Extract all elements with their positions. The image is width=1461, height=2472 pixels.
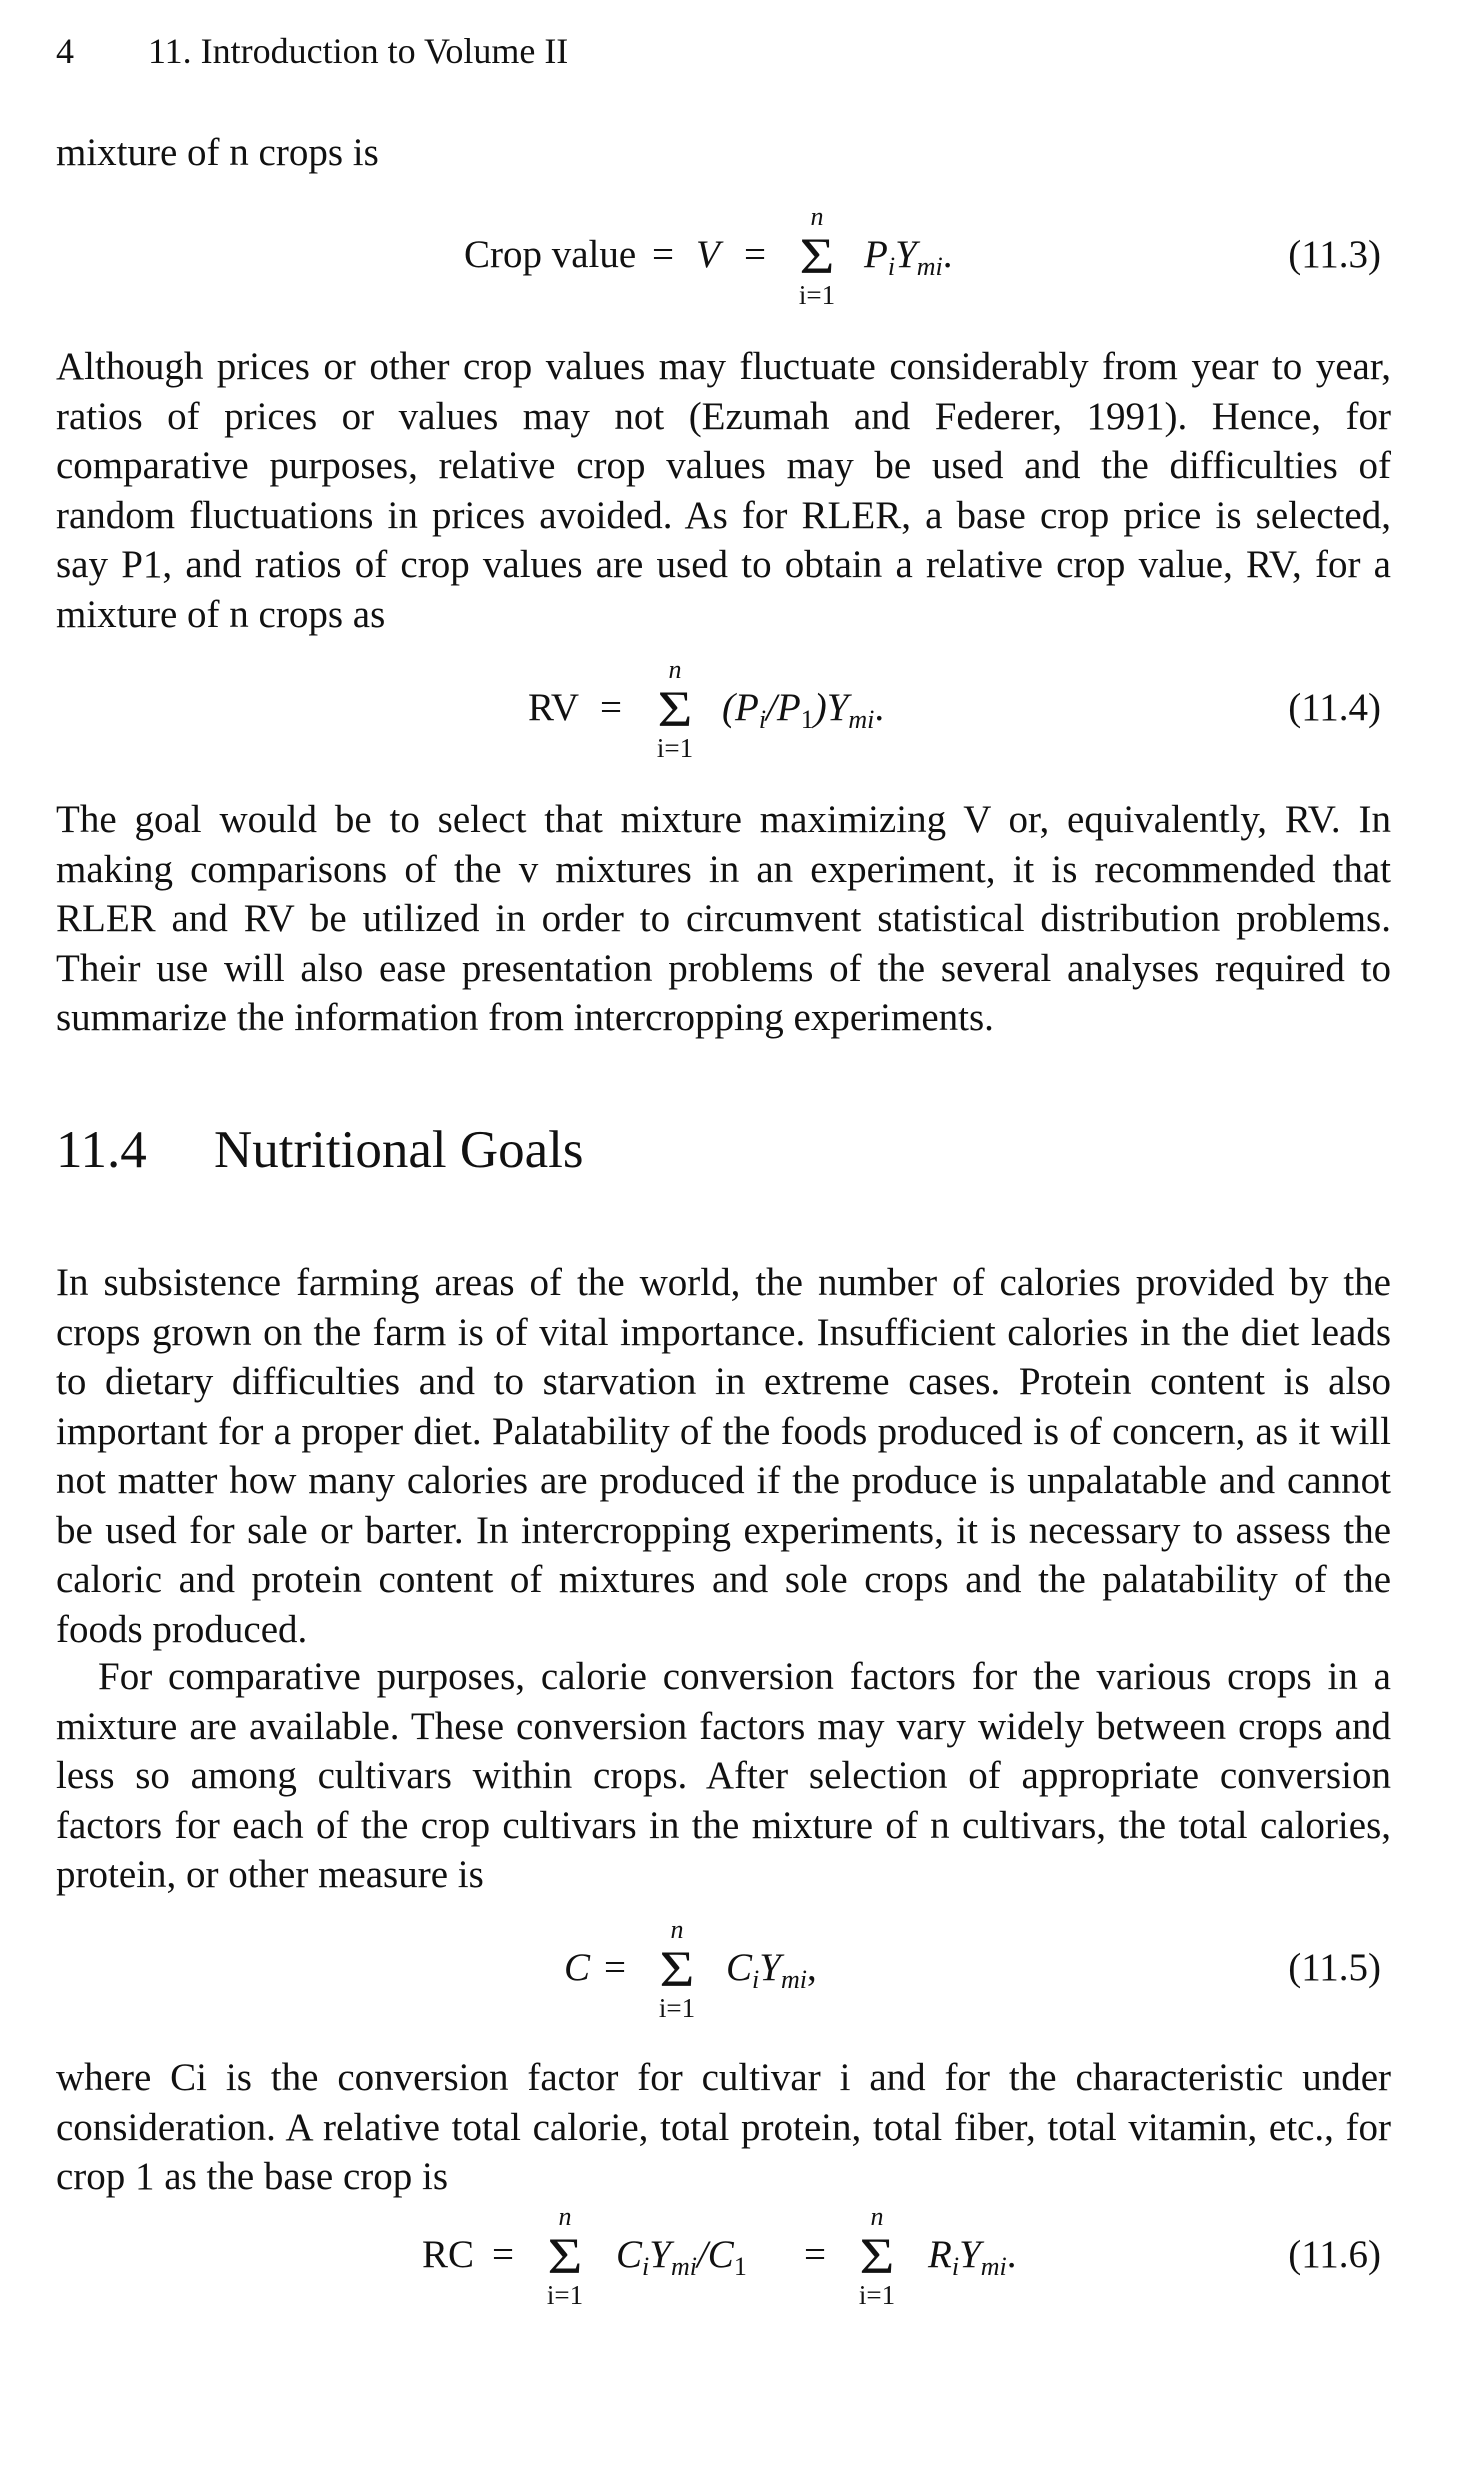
equation-number: (11.4) bbox=[1288, 686, 1381, 729]
eq1-summation bbox=[782, 202, 852, 310]
sum-lower-limit: i=1 bbox=[858, 2280, 896, 2310]
eq4-lhs: RC bbox=[422, 2233, 475, 2276]
sigma-icon: Σ bbox=[547, 2227, 583, 2285]
paragraph-intro: mixture of n crops is bbox=[56, 131, 379, 174]
sigma-icon: Σ bbox=[859, 2227, 895, 2285]
eq4-term-left: $C_iY_{mi}/C_1$ bbox=[616, 2233, 747, 2281]
section-heading bbox=[56, 1120, 583, 1180]
sum-upper-limit: n bbox=[810, 202, 824, 231]
eq1-equals: = bbox=[652, 233, 674, 276]
eq4-summation-1 bbox=[530, 2202, 600, 2310]
equation-number: (11.5) bbox=[1288, 1946, 1381, 1989]
eq4-equals-2: = bbox=[804, 2233, 826, 2276]
sum-lower-limit: i=1 bbox=[656, 733, 694, 763]
equation-11-6 bbox=[56, 2202, 1391, 2322]
eq3-term: $C_iY_{mi}$, bbox=[726, 1946, 817, 1994]
equation-11-5 bbox=[56, 1915, 1391, 2035]
eq3-summation bbox=[642, 1915, 712, 2023]
eq3-lhs: C bbox=[564, 1946, 591, 1989]
eq4-summation-2 bbox=[842, 2202, 912, 2310]
eq2-equals: = bbox=[600, 686, 622, 729]
equation-number: (11.3) bbox=[1288, 233, 1381, 276]
sigma-icon: Σ bbox=[659, 1940, 695, 1998]
paragraph-subsistence-farming: In subsistence farming areas of the world, the number of calories provided by the crops grown on the farm is of vital importance. Insufficient calories in the diet leads to dietary difficulties and to starvation in extreme cases. Protein content is also important for a proper diet. Palatability of the foods produced is of concern, as it will not matter how many calories are produced if the produce is unpalatable and cannot be used for sale or barter. In intercropping experiments, it is necessary to assess the caloric and protein content of mixtures and sole crops and the palatability of the foods produced. bbox=[56, 1261, 1391, 1651]
eq2-summation bbox=[640, 655, 710, 763]
eq1-term: $P_iY_{mi}$. bbox=[864, 233, 953, 281]
sum-lower-limit: i=1 bbox=[658, 1993, 696, 2023]
eq3-equals: = bbox=[604, 1946, 626, 1989]
equation-11-4 bbox=[56, 655, 1391, 775]
eq2-lhs: RV bbox=[528, 686, 580, 729]
section-number: 11.4 bbox=[56, 1121, 147, 1179]
eq4-equals: = bbox=[492, 2233, 514, 2276]
equation-11-3 bbox=[56, 202, 1391, 322]
eq4-term-right: $R_iY_{mi}$. bbox=[928, 2233, 1017, 2281]
eq2-term: $(P_i/P_1)Y_{mi}$. bbox=[722, 686, 885, 734]
section-title: Nutritional Goals bbox=[214, 1121, 584, 1179]
running-title: 11. Introduction to Volume II bbox=[148, 31, 569, 71]
sum-upper-limit: n bbox=[558, 2202, 572, 2231]
equation-number: (11.6) bbox=[1288, 2233, 1381, 2276]
sum-lower-limit: i=1 bbox=[798, 280, 836, 310]
eq1-v: V bbox=[696, 233, 720, 276]
eq1-equals-2: = bbox=[744, 233, 766, 276]
sum-lower-limit: i=1 bbox=[546, 2280, 584, 2310]
sigma-icon: Σ bbox=[799, 227, 835, 285]
sum-upper-limit: n bbox=[670, 1915, 684, 1944]
eq1-lhs: Crop value bbox=[464, 233, 637, 276]
paragraph-conversion-factors: For comparative purposes, calorie conversion factors for the various crops in a mixture are available. These conversion factors may vary widely between crops and less so among cultivars within crops. After selection of appropriate conversion factors for each of the crop cultivars in the mixture of n cultivars, the total calories, protein, or other measure is bbox=[56, 1655, 1391, 1896]
sigma-icon: Σ bbox=[657, 680, 693, 738]
sum-upper-limit: n bbox=[870, 2202, 884, 2231]
paragraph-goal: The goal would be to select that mixture maximizing V or, equivalently, RV. In making comparisons of the v mixtures in an experiment, it is recommended that RLER and RV be utilized in order to circumvent statistical distribution problems. Their use will also ease presentation problems of the several analyses required to summarize the information from intercropping experiments. bbox=[56, 798, 1391, 1039]
paragraph-where-ci: where Ci is the conversion factor for cultivar i and for the characteristic under consideration. A relative total calorie, total protein, total fiber, total vitamin, etc., for crop 1 as the base crop is bbox=[56, 2056, 1391, 2198]
sum-upper-limit: n bbox=[668, 655, 682, 684]
running-header bbox=[56, 30, 568, 72]
page-number: 4 bbox=[56, 31, 74, 71]
paragraph-relative-crop-values: Although prices or other crop values may fluctuate considerably from year to year, ratios of prices or values may not (Ezumah and Federer, 1991). Hence, for comparative purposes, relative crop values may be used and the difficulties of random fluctuations in prices avoided. As for RLER, a base crop price is selected, say P1, and ratios of crop values are used to obtain a relative crop value, RV, for a mixture of n crops as bbox=[56, 345, 1391, 636]
